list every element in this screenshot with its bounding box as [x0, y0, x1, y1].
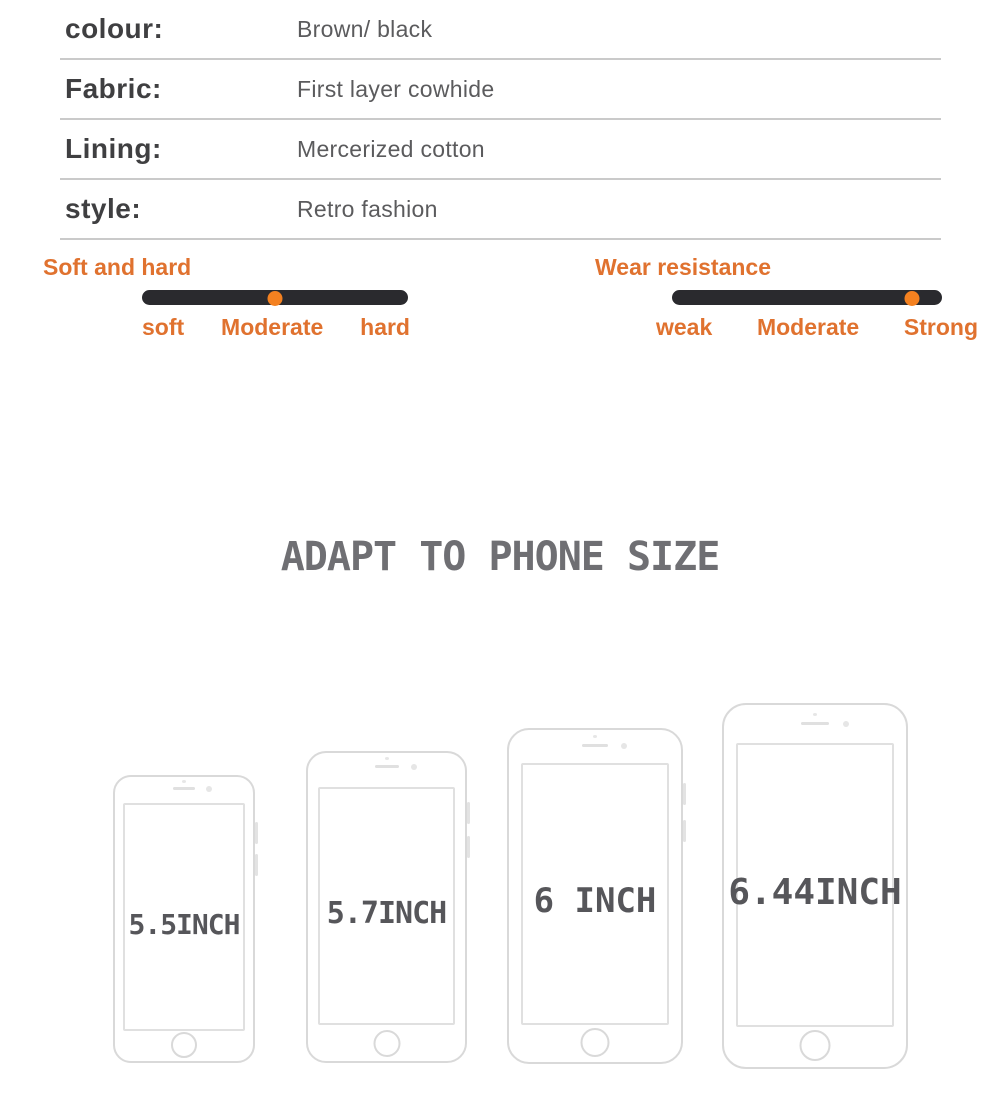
wear-tick-max: Strong	[903, 314, 978, 340]
phone-screen	[318, 787, 455, 1025]
camera-icon	[206, 786, 212, 792]
spec-row-style	[60, 180, 941, 240]
phone-size-label: 6 INCH	[533, 881, 657, 921]
speaker-icon	[173, 787, 195, 790]
spec-row-fabric	[60, 60, 941, 120]
side-button-icon	[683, 783, 686, 805]
side-button-icon	[255, 854, 258, 876]
sensor-dot-icon	[813, 713, 817, 716]
sensor-dot-icon	[593, 735, 597, 738]
spec-row-lining	[60, 120, 941, 180]
wear-slider-title: Wear resistance	[595, 254, 772, 280]
phone-outline-6-44	[722, 703, 908, 1069]
spec-value-fabric: First layer cowhide	[297, 75, 495, 102]
softness-slider-ticks	[142, 314, 410, 341]
phone-outline-5-7	[306, 751, 467, 1063]
side-button-icon	[467, 836, 470, 858]
home-button-icon	[581, 1028, 610, 1057]
spec-label-lining: Lining:	[65, 133, 162, 164]
side-button-icon	[467, 802, 470, 824]
speaker-icon	[375, 765, 399, 768]
wear-slider-ticks	[656, 314, 978, 341]
home-button-icon	[171, 1032, 197, 1058]
side-button-icon	[255, 822, 258, 844]
spec-value-style: Retro fashion	[297, 195, 438, 222]
camera-icon	[621, 743, 627, 749]
spec-label-style: style:	[65, 193, 142, 224]
softness-slider-title: Soft and hard	[43, 254, 192, 280]
phone-screen	[728, 743, 902, 1027]
phone-screen	[123, 803, 245, 1031]
phone-outline-6	[507, 728, 683, 1064]
spec-value-colour: Brown/ black	[297, 15, 433, 42]
sensor-dot-icon	[385, 757, 389, 760]
wear-tick-min: weak	[656, 314, 713, 340]
phone-size-label: 5.5INCH	[128, 907, 240, 941]
softness-tick-max: hard	[360, 314, 410, 340]
softness-slider-thumb	[268, 291, 283, 306]
spec-table	[60, 0, 941, 240]
spec-row-colour	[60, 0, 941, 60]
wear-tick-mid: Moderate	[756, 314, 860, 340]
phone-outline-5-5	[113, 775, 255, 1063]
wear-slider-thumb	[905, 291, 920, 306]
sensor-dot-icon	[182, 780, 186, 783]
section-heading: ADAPT TO PHONE SIZE	[280, 534, 720, 580]
camera-icon	[411, 764, 417, 770]
home-button-icon	[800, 1030, 831, 1061]
softness-tick-min: soft	[142, 314, 185, 340]
speaker-icon	[582, 744, 608, 747]
spec-value-lining: Mercerized cotton	[297, 135, 485, 162]
softness-slider-track	[142, 290, 408, 305]
phone-screen	[521, 763, 669, 1025]
phone-size-label: 6.44INCH	[728, 871, 902, 913]
wear-slider-track	[672, 290, 942, 305]
spec-label-colour: colour:	[65, 13, 164, 44]
spec-label-fabric: Fabric:	[65, 73, 162, 104]
softness-tick-mid: Moderate	[221, 314, 324, 340]
phone-size-label: 5.7INCH	[326, 895, 447, 931]
side-button-icon	[683, 820, 686, 842]
speaker-icon	[801, 722, 829, 725]
camera-icon	[843, 721, 849, 727]
home-button-icon	[373, 1030, 400, 1057]
